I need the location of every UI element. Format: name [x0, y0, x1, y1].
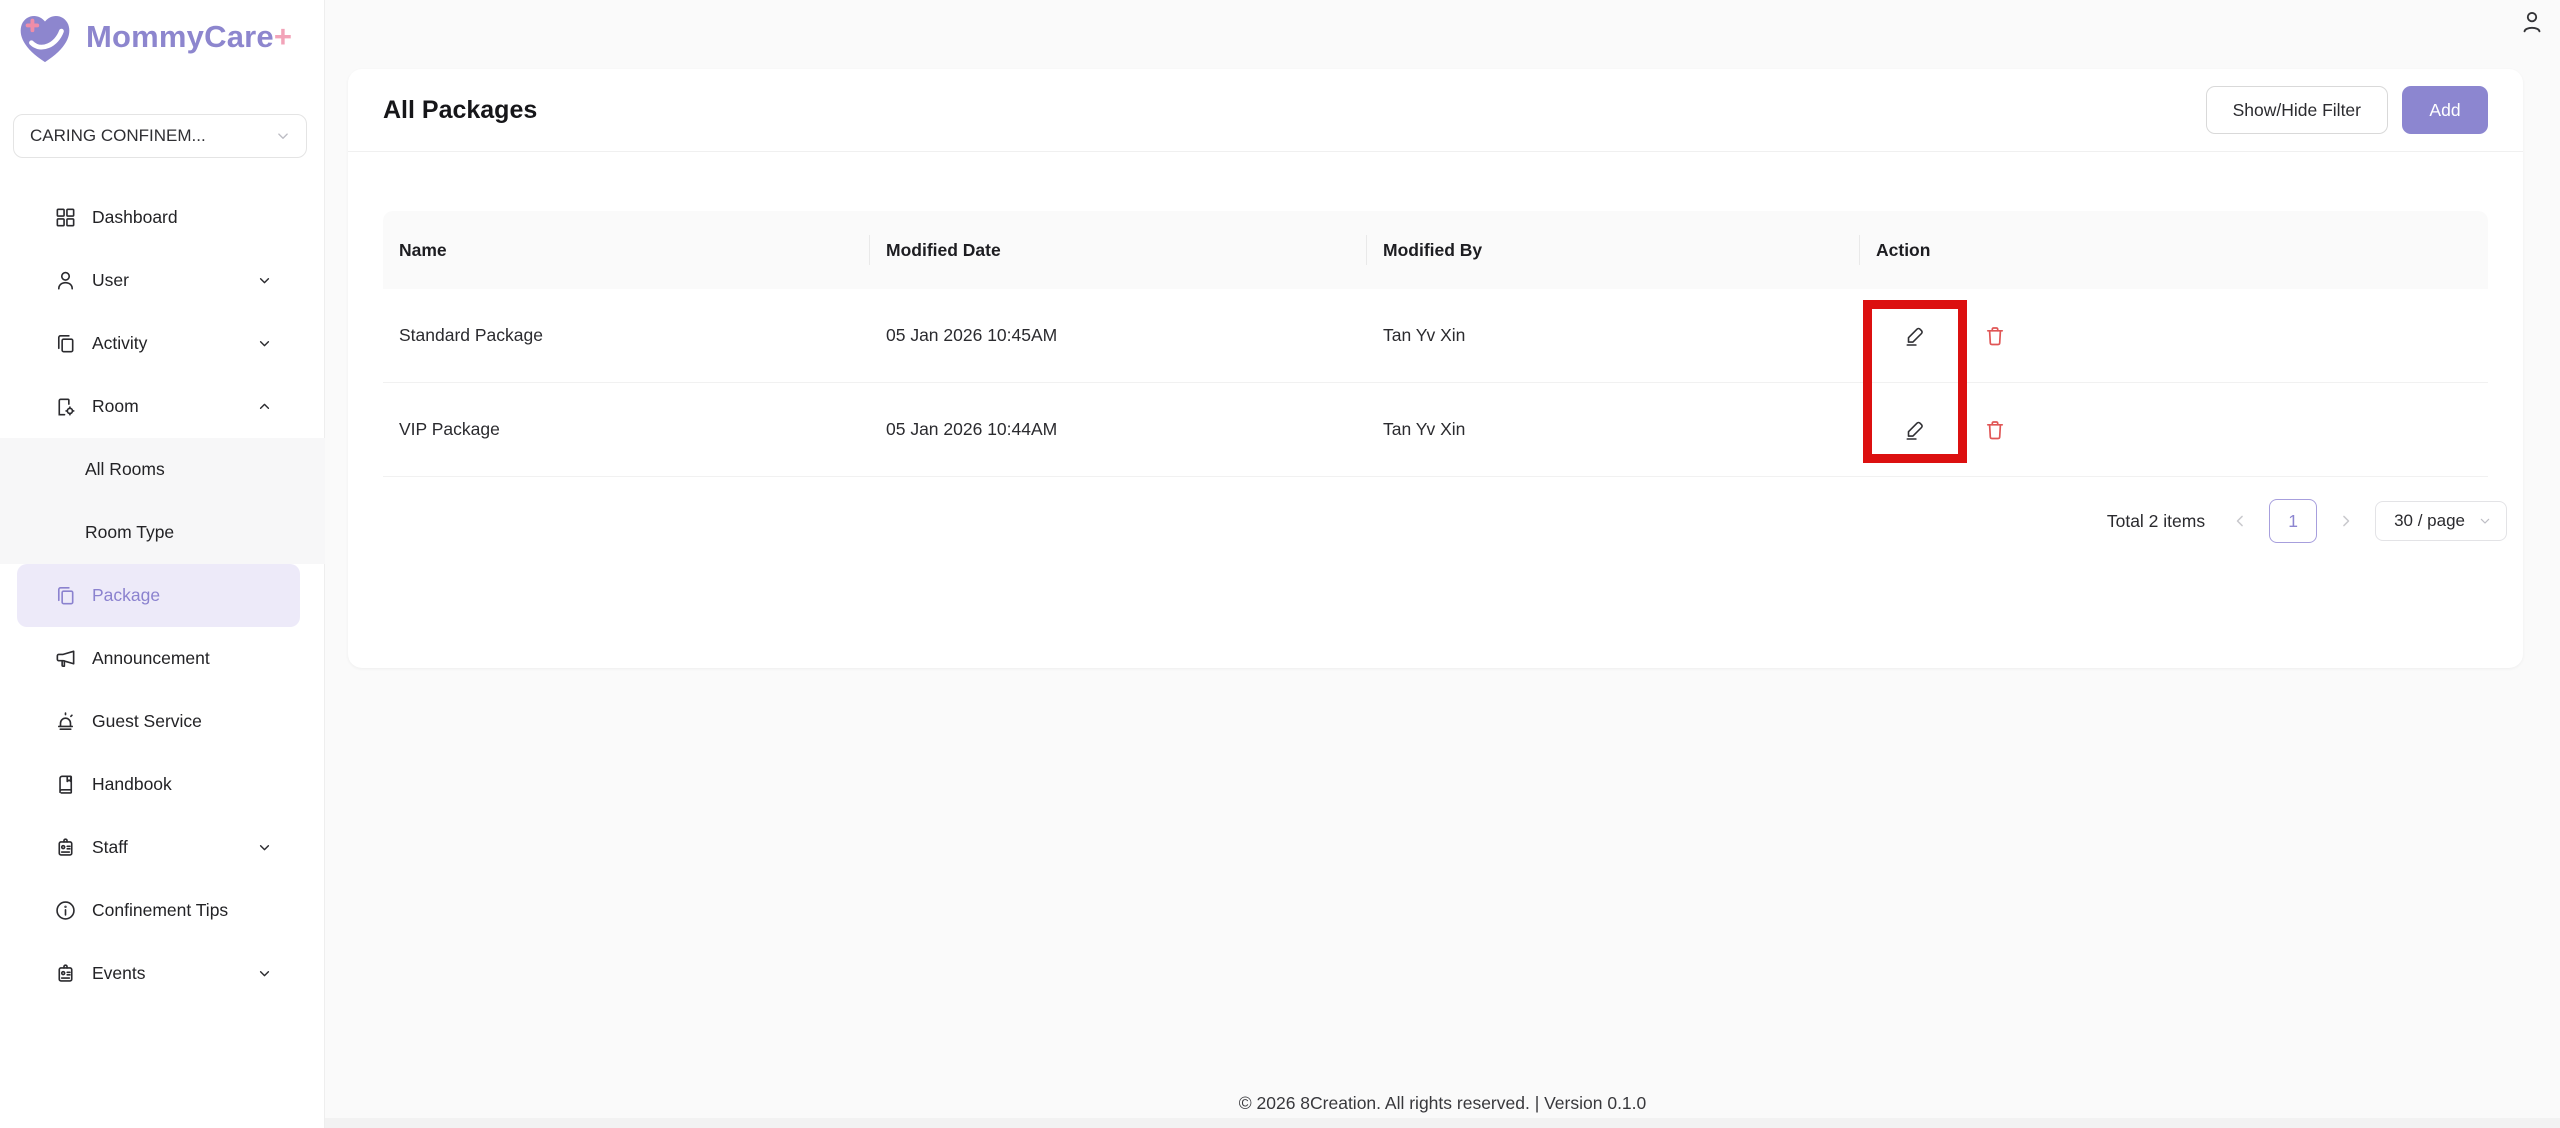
sidebar-item-label: Handbook: [92, 774, 172, 794]
sidebar-item-label: All Rooms: [85, 459, 165, 479]
cell-modified-date: 05 Jan 2026 10:44AM: [886, 419, 1058, 439]
user-icon: [54, 269, 77, 292]
previous-page-button[interactable]: [2226, 511, 2254, 531]
page-size-select[interactable]: [2375, 501, 2507, 541]
trash-icon: [1983, 324, 2007, 348]
sidebar-item-label: Staff: [92, 837, 128, 857]
chevron-up-icon: [256, 398, 273, 415]
column-header-action: Action: [1876, 239, 1931, 260]
column-header-modified-date: Modified Date: [870, 211, 1367, 289]
delete-button[interactable]: [1983, 418, 2007, 442]
sidebar-item-label: Events: [92, 963, 146, 983]
column-header-name: Name: [383, 211, 870, 289]
cell-modified-by: Tan Yv Xin: [1383, 419, 1466, 439]
sidebar-item-label: Room: [92, 396, 139, 416]
cell-modified-date: 05 Jan 2026 10:45AM: [886, 325, 1058, 345]
id-badge-icon: [54, 962, 77, 985]
cell-actions: [1860, 383, 2488, 476]
id-badge-icon: [54, 836, 77, 859]
info-circle-icon: [54, 899, 77, 922]
sidebar-item-label: User: [92, 270, 129, 290]
chevron-down-icon: [256, 965, 273, 982]
center-selector-value: CARING CONFINEM...: [30, 126, 206, 145]
next-page-button[interactable]: [2332, 511, 2360, 531]
sidebar-item-dashboard[interactable]: [0, 186, 325, 249]
delete-button[interactable]: [1983, 324, 2007, 348]
chevron-down-icon: [274, 127, 292, 145]
sidebar-nav: [0, 186, 325, 1005]
sidebar-item-confinement-tips[interactable]: [0, 879, 325, 942]
door-gear-icon: [54, 395, 77, 418]
sidebar-item-user[interactable]: [0, 249, 325, 312]
pagination: [2107, 497, 2507, 545]
sidebar-item-label: Confinement Tips: [92, 900, 229, 920]
add-button[interactable]: Add: [2402, 86, 2488, 134]
page-title: All Packages: [383, 95, 538, 124]
main-content: [325, 0, 2560, 1128]
edit-button[interactable]: [1903, 418, 1927, 442]
edit-pencil-icon: [1903, 324, 1927, 348]
footer: [325, 1093, 2560, 1114]
center-selector-dropdown[interactable]: [13, 114, 307, 158]
sidebar-item-room[interactable]: [0, 375, 325, 438]
cell-actions: [1860, 289, 2488, 382]
siren-icon: [54, 710, 77, 733]
card-header: [348, 69, 2523, 152]
sidebar-item-label: Guest Service: [92, 711, 202, 731]
page-size-value: 30 / page: [2394, 511, 2465, 530]
sidebar-item-handbook[interactable]: [0, 753, 325, 816]
chevron-down-icon: [256, 272, 273, 289]
room-submenu: [0, 438, 325, 564]
trash-icon: [1983, 418, 2007, 442]
book-icon: [54, 773, 77, 796]
sidebar-item-staff[interactable]: [0, 816, 325, 879]
table-row: [383, 383, 2488, 477]
sidebar-item-label: Announcement: [92, 648, 210, 668]
megaphone-icon: [54, 647, 77, 670]
brand-name: MommyCare: [86, 19, 274, 54]
sidebar-item-guest-service[interactable]: [0, 690, 325, 753]
sidebar-item-label: Dashboard: [92, 207, 178, 227]
chevron-down-icon: [256, 335, 273, 352]
cell-name: VIP Package: [399, 419, 500, 439]
chevron-down-icon: [256, 839, 273, 856]
sidebar-item-label: Room Type: [85, 522, 175, 542]
packages-table: [383, 211, 2488, 477]
footer-text: © 2026 8Creation. All rights reserved. | Version 0.1.0: [1238, 1093, 1647, 1113]
sidebar-item-activity[interactable]: [0, 312, 325, 375]
bottom-strip: [0, 1118, 2560, 1128]
all-packages-card: [348, 69, 2523, 668]
heart-hand-logo-icon: [14, 8, 76, 66]
sidebar-item-events[interactable]: [0, 942, 325, 1005]
brand-plus: +: [273, 19, 292, 54]
edit-pencil-icon: [1903, 418, 1927, 442]
brand-logo: [0, 0, 324, 66]
sidebar-item-package[interactable]: [17, 564, 300, 627]
sidebar-item-room-type[interactable]: [0, 501, 325, 564]
pagination-total: Total 2 items: [2106, 510, 2206, 531]
sidebar: [0, 0, 325, 1128]
header-actions: [2206, 86, 2488, 134]
copy-sheets-icon: [54, 332, 77, 355]
cell-name: Standard Package: [399, 325, 543, 345]
sidebar-item-label: Activity: [92, 333, 148, 353]
dashboard-grid-icon: [54, 206, 77, 229]
sidebar-item-label: Package: [92, 585, 161, 605]
show-hide-filter-button[interactable]: Show/Hide Filter: [2206, 86, 2388, 134]
column-header-modified-by: Modified By: [1367, 211, 1860, 289]
chevron-down-icon: [2477, 513, 2493, 529]
edit-button[interactable]: [1903, 324, 1927, 348]
copy-sheets-icon: [54, 584, 77, 607]
sidebar-item-all-rooms[interactable]: [0, 438, 325, 501]
sidebar-item-announcement[interactable]: [0, 627, 325, 690]
table-row: [383, 289, 2488, 383]
page-number-button[interactable]: 1: [2269, 499, 2317, 543]
cell-modified-by: Tan Yv Xin: [1383, 325, 1466, 345]
profile-person-icon[interactable]: [2518, 8, 2546, 36]
table-header-row: [383, 211, 2488, 289]
